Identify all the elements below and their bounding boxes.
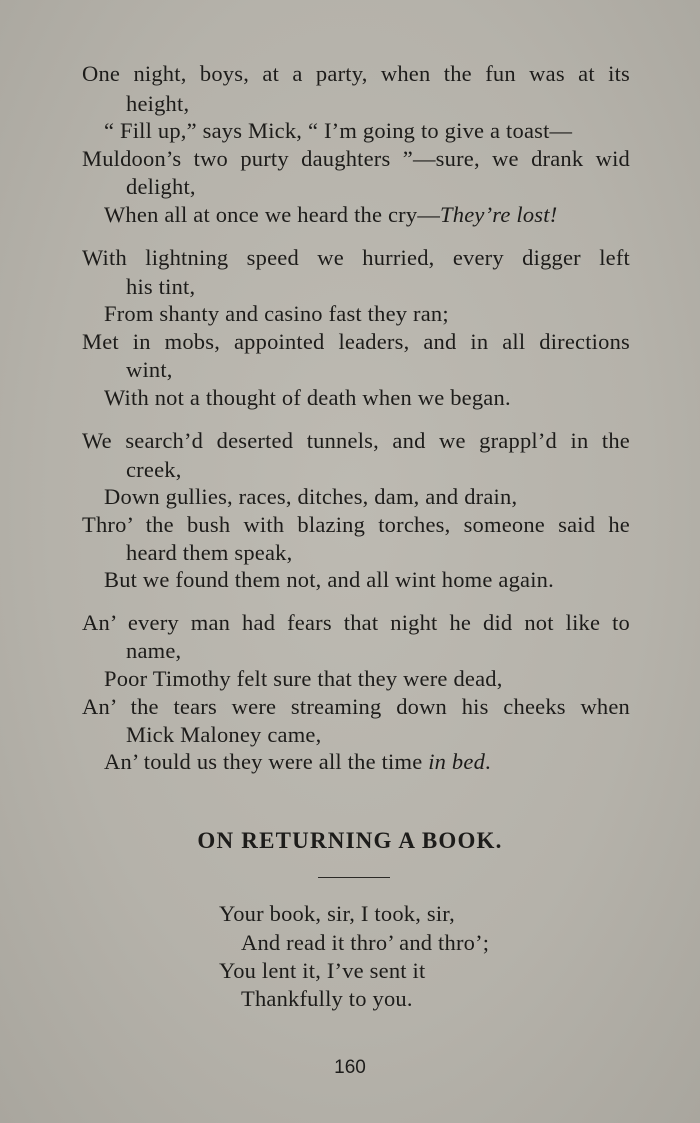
poem-line: Met in mobs, appointed leaders, and in all directions xyxy=(82,329,630,354)
page-number: 160 xyxy=(334,1057,366,1078)
poem-line: But we found them not, and all wint home again. xyxy=(104,567,554,592)
poem-line: heard them speak, xyxy=(126,540,293,565)
short-poem-line: Thankfully to you. xyxy=(241,986,413,1011)
poem-line: From shanty and casino fast they ran; xyxy=(104,301,449,326)
poem-line: Muldoon’s two purty daughters ”—sure, we drank wid xyxy=(82,146,630,171)
poem-line xyxy=(104,204,557,227)
title-rule xyxy=(318,877,390,878)
short-poem-line: Your book, sir, I took, sir, xyxy=(219,901,455,926)
line-text: . xyxy=(485,749,491,774)
poem-line: With not a thought of death when we began. xyxy=(104,385,511,410)
poem-line: An’ every man had fears that night he did not like to xyxy=(82,610,630,635)
short-poem-line: And read it thro’ and thro’; xyxy=(241,930,490,955)
poem-line: Mick Maloney came, xyxy=(126,722,322,747)
poem-line: creek, xyxy=(126,457,182,482)
italic-text: in bed xyxy=(428,749,486,774)
poem-line xyxy=(104,751,491,774)
italic-text: They’re lost! xyxy=(440,202,558,227)
poem-line: his tint, xyxy=(126,274,196,299)
poem-line: name, xyxy=(126,638,182,663)
section-title: ON RETURNING A BOOK. xyxy=(197,828,503,853)
line-text: When all at once we heard the cry— xyxy=(104,202,441,227)
poem-line: One night, boys, at a party, when the fun was at its xyxy=(82,61,630,86)
poem-line: “ Fill up,” says Mick, “ I’m going to give a toast— xyxy=(104,118,573,143)
poem-line: Down gullies, races, ditches, dam, and drain, xyxy=(104,484,518,509)
poem-line: An’ the tears were streaming down his cheeks when xyxy=(82,694,630,719)
poem-line: wint, xyxy=(126,357,173,382)
poem-line: We search’d deserted tunnels, and we grappl’d in the xyxy=(82,428,630,453)
poem-line: height, xyxy=(126,91,190,116)
poem-line: delight, xyxy=(126,174,196,199)
line-text: An’ tould us they were all the time xyxy=(104,749,429,774)
short-poem-line: You lent it, I’ve sent it xyxy=(219,958,426,983)
poem-line: Poor Timothy felt sure that they were dead, xyxy=(104,666,503,691)
poem-line: Thro’ the bush with blazing torches, someone said he xyxy=(82,512,630,537)
poem-line: With lightning speed we hurried, every digger left xyxy=(82,245,630,270)
